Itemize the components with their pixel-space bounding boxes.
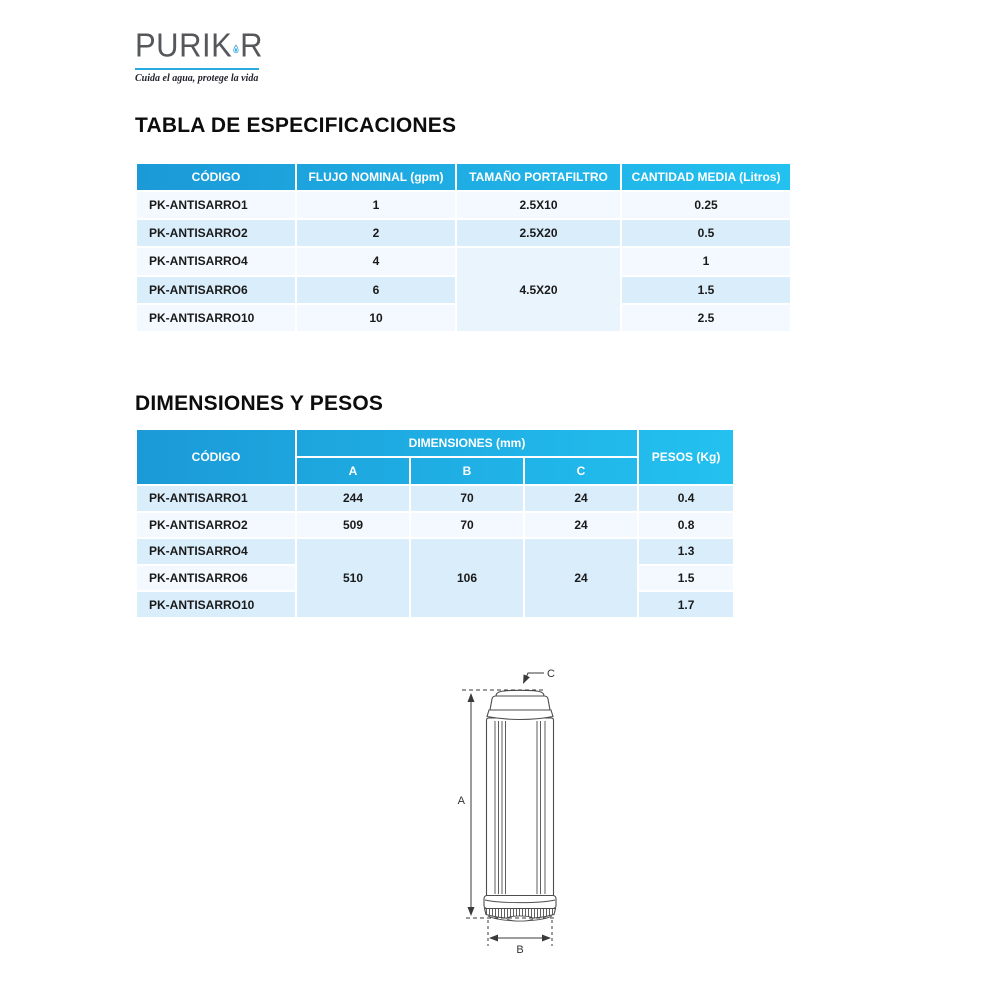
label-a: A [457, 795, 465, 807]
cell-dim-a: 509 [296, 512, 410, 539]
dimensions-section [135, 392, 735, 619]
col-header-cantidad-media: CANTIDAD MEDIA (Litros) [621, 163, 791, 191]
table-row [136, 538, 734, 565]
label-c: C [547, 668, 555, 680]
filter-cartridge-diagram [440, 652, 660, 987]
col-header-pesos: PESOS (Kg) [638, 429, 734, 485]
table-row [136, 512, 734, 539]
cell-pesos: 0.4 [638, 485, 734, 512]
brand-tagline: Cuida el agua, protege la vida [135, 73, 259, 84]
table-row [136, 191, 791, 219]
col-header-codigo: CÓDIGO [136, 163, 296, 191]
col-header-dimensiones: DIMENSIONES (mm) [296, 429, 638, 457]
col-header-codigo: CÓDIGO [136, 429, 296, 485]
cell-tamano: 2.5X10 [456, 191, 621, 219]
cell-codigo: PK-ANTISARRO4 [136, 247, 296, 275]
table-row [136, 247, 791, 275]
cell-dim-c: 24 [524, 512, 638, 539]
cell-dim-b: 70 [410, 485, 524, 512]
cell-codigo: PK-ANTISARRO6 [136, 276, 296, 304]
dimensions-title: DIMENSIONES Y PESOS [135, 392, 384, 415]
table-row [136, 485, 734, 512]
cartridge-outline [484, 690, 556, 921]
cell-cantidad: 1 [621, 247, 791, 275]
cell-dim-c: 24 [524, 485, 638, 512]
cell-codigo: PK-ANTISARRO6 [136, 565, 296, 592]
specifications-title: TABLA DE ESPECIFICACIONES [135, 114, 457, 137]
cell-dim-a: 244 [296, 485, 410, 512]
brand-wordmark [135, 27, 263, 64]
cell-dim-b-merged: 106 [410, 538, 524, 618]
cell-flujo: 4 [296, 247, 456, 275]
brand-text-right: R [240, 26, 263, 65]
col-header-dim-b: B [410, 457, 524, 485]
cell-tamano-merged: 4.5X20 [456, 247, 621, 332]
cell-flujo: 1 [296, 191, 456, 219]
label-b: B [516, 944, 524, 956]
col-header-dim-a: A [296, 457, 410, 485]
cell-codigo: PK-ANTISARRO10 [136, 304, 296, 332]
cell-codigo: PK-ANTISARRO4 [136, 538, 296, 565]
cell-cantidad: 1.5 [621, 276, 791, 304]
specifications-table [135, 162, 792, 333]
cell-dim-a-merged: 510 [296, 538, 410, 618]
cell-dim-b: 70 [410, 512, 524, 539]
cell-flujo: 6 [296, 276, 456, 304]
cell-tamano: 2.5X20 [456, 219, 621, 247]
col-header-flujo-nominal: FLUJO NOMINAL (gpm) [296, 163, 456, 191]
cell-codigo: PK-ANTISARRO1 [136, 191, 296, 219]
brand-text-left: PURIK [135, 26, 233, 65]
water-drop-icon [233, 33, 239, 65]
cell-flujo: 2 [296, 219, 456, 247]
dimensions-table-header [136, 429, 734, 485]
cell-codigo: PK-ANTISARRO1 [136, 485, 296, 512]
cell-pesos: 1.7 [638, 591, 734, 618]
specifications-table-header [136, 163, 791, 191]
cell-flujo: 10 [296, 304, 456, 332]
cell-pesos: 0.8 [638, 512, 734, 539]
cell-dim-c-merged: 24 [524, 538, 638, 618]
brand-underline [135, 68, 259, 70]
cell-cantidad: 0.5 [621, 219, 791, 247]
col-header-tamano-portafiltro: TAMAÑO PORTAFILTRO [456, 163, 621, 191]
cell-cantidad: 0.25 [621, 191, 791, 219]
cell-codigo: PK-ANTISARRO2 [136, 512, 296, 539]
cell-pesos: 1.3 [638, 538, 734, 565]
table-row [136, 219, 791, 247]
leader-line-c [524, 673, 545, 683]
dimensions-table [135, 428, 735, 619]
cell-cantidad: 2.5 [621, 304, 791, 332]
specifications-section [135, 114, 792, 333]
cell-codigo: PK-ANTISARRO10 [136, 591, 296, 618]
col-header-dim-c: C [524, 457, 638, 485]
cell-pesos: 1.5 [638, 565, 734, 592]
cell-codigo: PK-ANTISARRO2 [136, 219, 296, 247]
brand-logo [135, 26, 263, 84]
